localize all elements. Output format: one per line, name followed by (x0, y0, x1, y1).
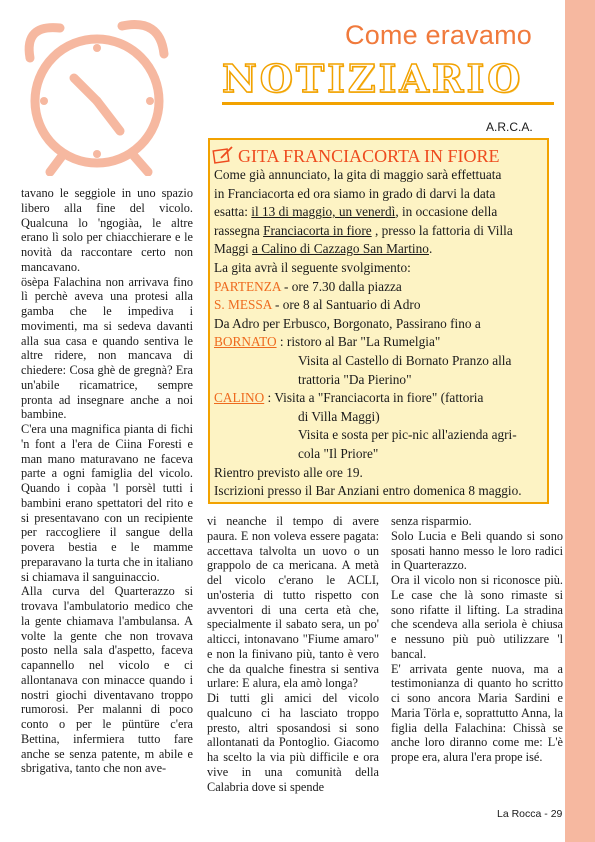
paragraph: ösèpa Falachina non arrivava fino lì perchè aveva una protesi alla gamba che le impediva i movimenti, ma si sedeva davanti alla sua casa e quando sentiva le altre ridere, non mancava di chiedere: Cosa ghè de gregnà? Era un'abile ricamatrice, sempre pronta ad insegnare anche a noi bambine. (21, 274, 193, 422)
notice-line: Rientro previsto alle ore 19. (214, 464, 363, 480)
notice-line: di Villa Maggi) (298, 408, 380, 424)
article-column-1 (21, 186, 193, 776)
paragraph: tavano le seggiole in uno spazio libero alla fine del vicolo. Qualcuna lo 'ngogiàa, le altre erano lì solo per chiacchierare e le novità da raccontare certo non mancavano. (21, 186, 193, 274)
notice-line: Visita al Castello di Bornato Pranzo alla (298, 352, 512, 368)
paragraph: vi neanche il tempo di avere paura. E non voleva essere pagata: accettava talvolta un uovo o un grappolo de ca mericana. A metà del vicolo c'erano le ACLI, un'osteria di tutto rispetto con avventori di una certa età che, specialmente il sabato sera, un po' alticci, intonavano "Fiume amaro" e non la finivano più, tanto è vero che da qualche finestra si sentiva urlare: E alura, ela amò longa? (207, 514, 379, 691)
section-subtitle: Come eravamo (345, 20, 532, 50)
calino-label: CALINO (214, 390, 265, 406)
paragraph: C'era una magnifica pianta di fichi 'n font a l'era de Ciina Foresti e man mano maturavano ne faceva parte a ogni famiglia del vicolo. Quando i copàa 'l porsèl tutti i bambini erano spettatori del rito e si presentavano con un recipiente per raccogliere il sangue della povera bestia e le mamme preparavano la turta che in italiano si chiamava il sanguinaccio. (21, 422, 193, 584)
notice-body (214, 166, 544, 501)
schedule-messa: S. MESSA - ore 8 al Santuario di Adro (214, 297, 421, 313)
title-underline (222, 102, 554, 105)
notepad-pencil-icon (212, 146, 234, 164)
schedule-calino: CALINO : Visita a "Franciacorta in fiore" (fattoria (214, 390, 484, 406)
notice-line: Iscrizioni presso il Bar Anziani entro domenica 8 maggio. (214, 483, 522, 499)
page-footer: La Rocca - 29 (497, 808, 563, 820)
notice-line: La gita avrà il seguente svolgimento: (214, 259, 411, 275)
trip-date: il 13 di maggio, un venerdì (251, 204, 396, 220)
schedule-partenza: PARTENZA - ore 7.30 dalla piazza (214, 278, 402, 294)
paragraph: senza risparmio. (391, 514, 472, 528)
paragraph: Ora il vicolo non si riconosce più. Le case che là sono rimaste si sono rifatte il lifting. La stradina che scendeva alla seriola è chiusa e nessuno più può utilizzare 'l bancal. (391, 573, 563, 661)
notice-line: cola "Il Priore" (298, 445, 379, 461)
notice-line: Come già annunciato, la gita di maggio sarà effettuata (214, 167, 502, 182)
messa-label: S. MESSA (214, 297, 272, 313)
side-stripe (565, 0, 595, 842)
notice-title (212, 146, 500, 167)
notice-line: Da Adro per Erbusco, Borgonato, Passirano fino a (214, 315, 481, 331)
notice-line: trattoria "Da Pierino" (298, 371, 412, 387)
partenza-label: PARTENZA (214, 278, 281, 294)
event-name: Franciacorta in fiore (263, 222, 372, 238)
page-title: NOTIZIARIO (222, 56, 524, 101)
alarm-clock-icon (2, 6, 202, 176)
event-location: a Calino di Cazzago San Martino (252, 241, 429, 257)
notice-line: esatta: il 13 di maggio, un venerdì, in occasione della (214, 204, 498, 220)
notice-line: in Franciacorta ed ora siamo in grado di darvi la data (214, 185, 496, 201)
notice-line: Visita e sosta per pic-nic all'azienda agri- (298, 427, 517, 443)
paragraph: Di tutti gli amici del vicolo qualcuno ci ha lasciato troppo presto, altri sposandosi si sono allontanati da Pontoglio. Giacomo ha scelto la via più difficile e ora vive in una comunità della Calabria dove si spende (207, 691, 379, 794)
paragraph: E' arrivata gente nuova, ma a testimonianza di quanto ho scritto ci sono ancora Maria Sardini e Maria Törla e, soprattutto Anna, la figlia della Falachina: Chissà se anche loro diranno come me: L'è prope era, alura l'era prope isé. (391, 661, 563, 764)
paragraph: Solo Lucia e Beli quando si sono sposati hanno messo le loro radici in Quarterazzo. (391, 528, 563, 573)
schedule-bornato: BORNATO : ristoro al Bar "La Rumelgia" (214, 334, 441, 350)
notice-line: rassegna Franciacorta in fiore , presso la fattoria di Villa (214, 222, 513, 238)
organization-label: A.R.C.A. (486, 120, 533, 134)
article-column-2 (207, 514, 379, 794)
bornato-label: BORNATO (214, 334, 277, 350)
paragraph: Alla curva del Quarterazzo si trovava l'ambulatorio medico che la gente chiamava l'ambulansa. A volte la gente che non trovava posto nella sala d'aspetto, faceva capannello nel vicolo e ci allontanava con minacce quando i nostri giochi diventavano troppo rumorosi. Per malanni di poco conto o per le püntüre c'era Bettina, infermiera tutto fare anche se senza patente, m abile e sbrigativa, tanto che non ave- (21, 584, 193, 776)
notice-title-text: GITA FRANCIACORTA IN FIORE (238, 146, 500, 166)
notice-line: Maggi a Calino di Cazzago San Martino. (214, 241, 433, 257)
article-column-3 (391, 514, 563, 765)
